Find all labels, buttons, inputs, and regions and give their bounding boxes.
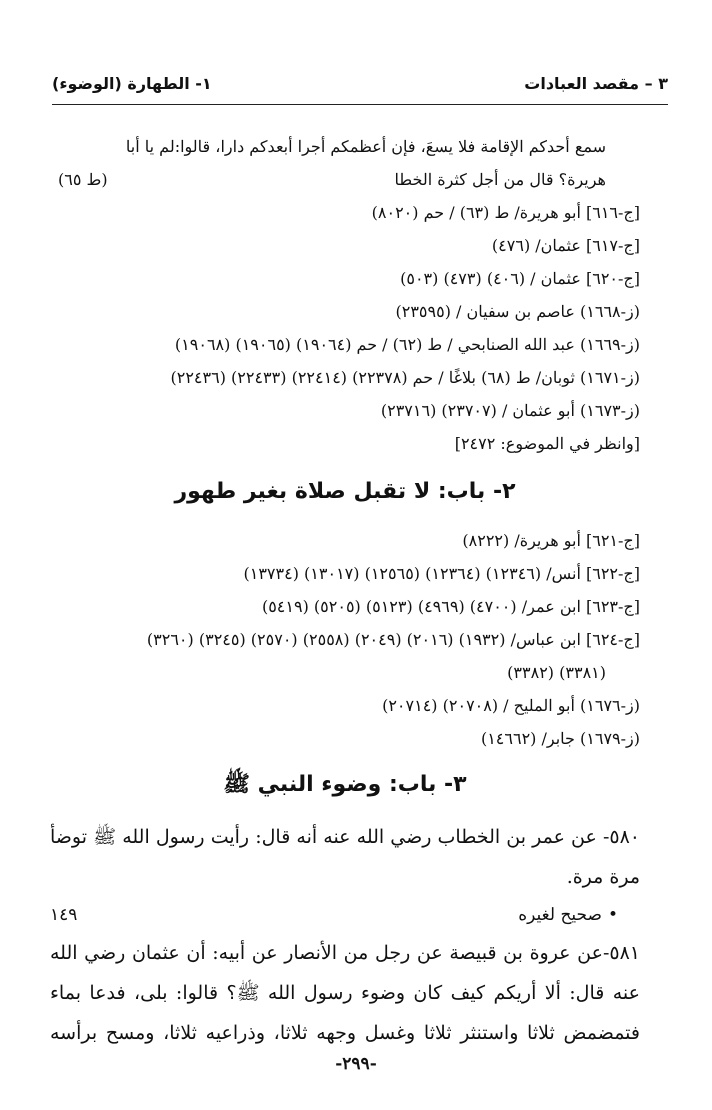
hadith-text-line: فتمضمض ثلاثا واستنثر ثلاثا وغسل وجهه ثلاثا، وذراعيه ثلاثا، ومسح برأسه [50, 1022, 640, 1044]
reference-line: [ج-٦٢٤] ابن عباس/ (١٩٣٢) (٢٠١٦) (٢٠٤٩) (٢٥٥٨) (٢٥٧٠) (٣٢٤٥) (٣٢٦٠) [146, 630, 640, 649]
reference-line: [ج-٦٢٠] عثمان / (٤٠٦) (٤٧٣) (٥٠٣) [400, 269, 640, 288]
grade-text: صحيح لغيره [518, 905, 602, 925]
hadith-continuation-line-2 [50, 163, 640, 196]
hadith-continuation-text: هريرة؟ قال من أجل كثرة الخطا [394, 170, 606, 189]
grade-number: ١٤٩ [50, 905, 78, 925]
hadith-581 [50, 933, 640, 1053]
reference-line: [ج-٦٢٢] أنس/ (١٢٣٤٦) (١٢٣٦٤) (١٢٥٦٥) (١٣٠١٧) (١٣٧٣٤) [243, 564, 640, 583]
hadith-text-line: عنه قال: ألا أريكم كيف كان وضوء رسول الله ﷺ؟ قالوا: بلى، فدعا بماء [50, 982, 640, 1004]
reference-line: (ز-١٦٦٩) عبد الله الصنابحي / ط (٦٢) / حم (١٩٠٦٤) (١٩٠٦٥) (١٩٠٦٨) [174, 335, 640, 354]
header-rule [52, 104, 668, 105]
main-content [50, 130, 640, 1053]
reference-line: (٣٣٨١) (٣٣٨٢) [507, 663, 606, 682]
header-chapter-title: ١- الطهارة (الوضوء) [52, 74, 212, 93]
reference-line: [وانظر في الموضوع: ٢٤٧٢] [454, 434, 640, 453]
reference-line: [ج-٦٢١] أبو هريرة/ (٨٢٢٢) [462, 531, 640, 550]
reference-line: [ج-٦٢٣] ابن عمر/ (٤٧٠٠) (٤٩٦٩) (٥١٢٣) (٥٢٠٥) (٥٤١٩) [261, 597, 640, 616]
running-header [52, 72, 668, 102]
grade-label [518, 905, 640, 925]
hadith-text-line: ٥٨١-عن عروة بن قبيصة عن رجل من الأنصار عن أبيه: أن عثمان رضي الله [50, 942, 640, 964]
hadith-text-line: مرة مرة. [566, 866, 640, 888]
reference-line: (ز-١٦٧٦) أبو المليح / (٢٠٧٠٨) (٢٠٧١٤) [382, 696, 640, 715]
reference-line: (ز-١٦٧٣) أبو عثمان / (٢٣٧٠٧) (٢٣٧١٦) [380, 401, 640, 420]
bullet-icon: • [607, 905, 618, 925]
hadith-580 [50, 817, 640, 897]
reference-line: (ز-١٦٧١) ثوبان/ ط (٦٨) بلاغًا / حم (٢٢٣٧٨) (٢٢٤١٤) (٢٢٤٣٣) (٢٢٤٣٦) [170, 368, 640, 387]
reference-line: [ج-٦١٦] أبو هريرة/ ط (٦٣) / حم (٨٠٢٠) [371, 203, 640, 222]
chapter-heading-3: ٣- باب: وضوء النبي ﷺ [223, 772, 467, 797]
reference-line: (ز-١٦٧٩) جابر/ (١٤٦٦٢) [480, 729, 640, 748]
header-section-title: ٣ – مقصد العبادات [524, 74, 668, 93]
chapter-heading-2: ٢- باب: لا تقبل صلاة بغير طهور [174, 479, 516, 504]
page-number: -٢٩٩- [335, 1054, 377, 1074]
hadith-continuation-line-1: سمع أحدكم الإقامة فلا يسعَ، فإن أعظمكم أجرا أبعدكم دارا، قالوا:لم يا أبا [125, 137, 606, 156]
hadith-grade [50, 897, 640, 933]
reference-line: (ز-١٦٦٨) عاصم بن سفيان / (٢٣٥٩٥) [395, 302, 640, 321]
reference-line: [ج-٦١٧] عثمان/ (٤٧٦) [491, 236, 640, 255]
hadith-text-line: ٥٨٠- عن عمر بن الخطاب رضي الله عنه أنه قال: رأيت رسول الله ﷺ توضأ [50, 826, 640, 848]
source-note: (ط ٦٥) [58, 170, 108, 189]
